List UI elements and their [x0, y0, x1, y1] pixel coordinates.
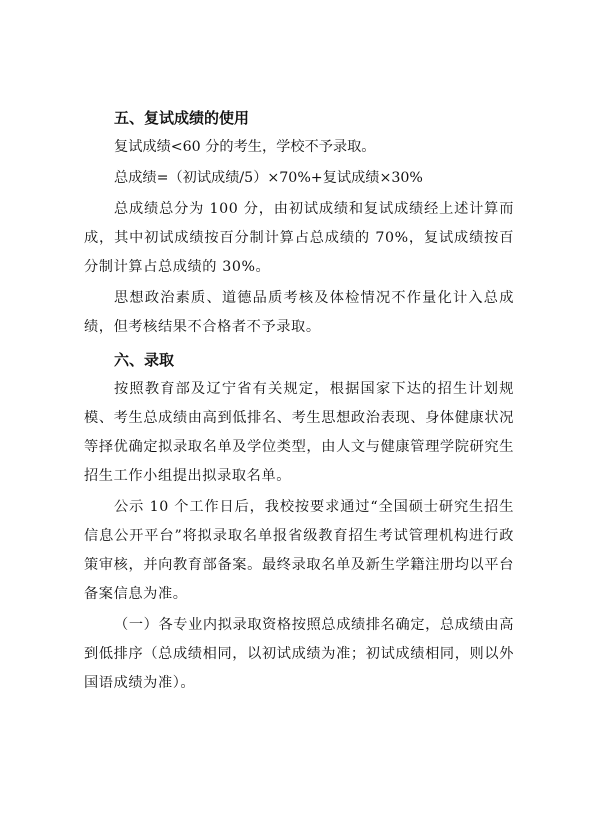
political-assessment-paragraph: 思想政治素质、道德品质考核及体检情况不作量化计入总成绩，但考核结果不合格者不予录取。: [84, 290, 514, 335]
section-6-heading: 六、录取: [114, 351, 175, 369]
document-body: [84, 104, 514, 698]
total-score-explanation: 总成绩总分为 100 分，由初试成绩和复试成绩经上述计算而成，其中初试成绩按百分制计算占总成绩的 70%，复试成绩按百分制计算占总成绩的 30%。: [84, 201, 514, 275]
total-score-formula: 总成绩=（初试成绩/5）×70%+复试成绩×30%: [114, 170, 423, 186]
section-5-heading: 五、复试成绩的使用: [114, 109, 250, 127]
retest-threshold-rule: 复试成绩<60 分的考生，学校不予录取。: [114, 139, 376, 155]
admission-rules-paragraph: 按照教育部及辽宁省有关规定，根据国家下达的招生计划规模、考生总成绩由高到低排名、考生思想政治表现、身体健康状况等择优确定拟录取名单及学位类型，由人文与健康管理学院研究生招生工作小组提出拟录取名单。: [84, 381, 514, 484]
publicity-paragraph: 公示 10 个工作日后，我校按要求通过“全国硕士研究生招生信息公开平台”将拟录取名单报省级教育招生考试管理机构进行政策审核，并向教育部备案。最终录取名单及新生学籍注册均以平台备案信息为准。: [84, 499, 514, 602]
admission-item-1: （一）各专业内拟录取资格按照总成绩排名确定，总成绩由高到低排序（总成绩相同，以初试成绩为准；初试成绩相同，则以外国语成绩为准）。: [84, 617, 514, 691]
